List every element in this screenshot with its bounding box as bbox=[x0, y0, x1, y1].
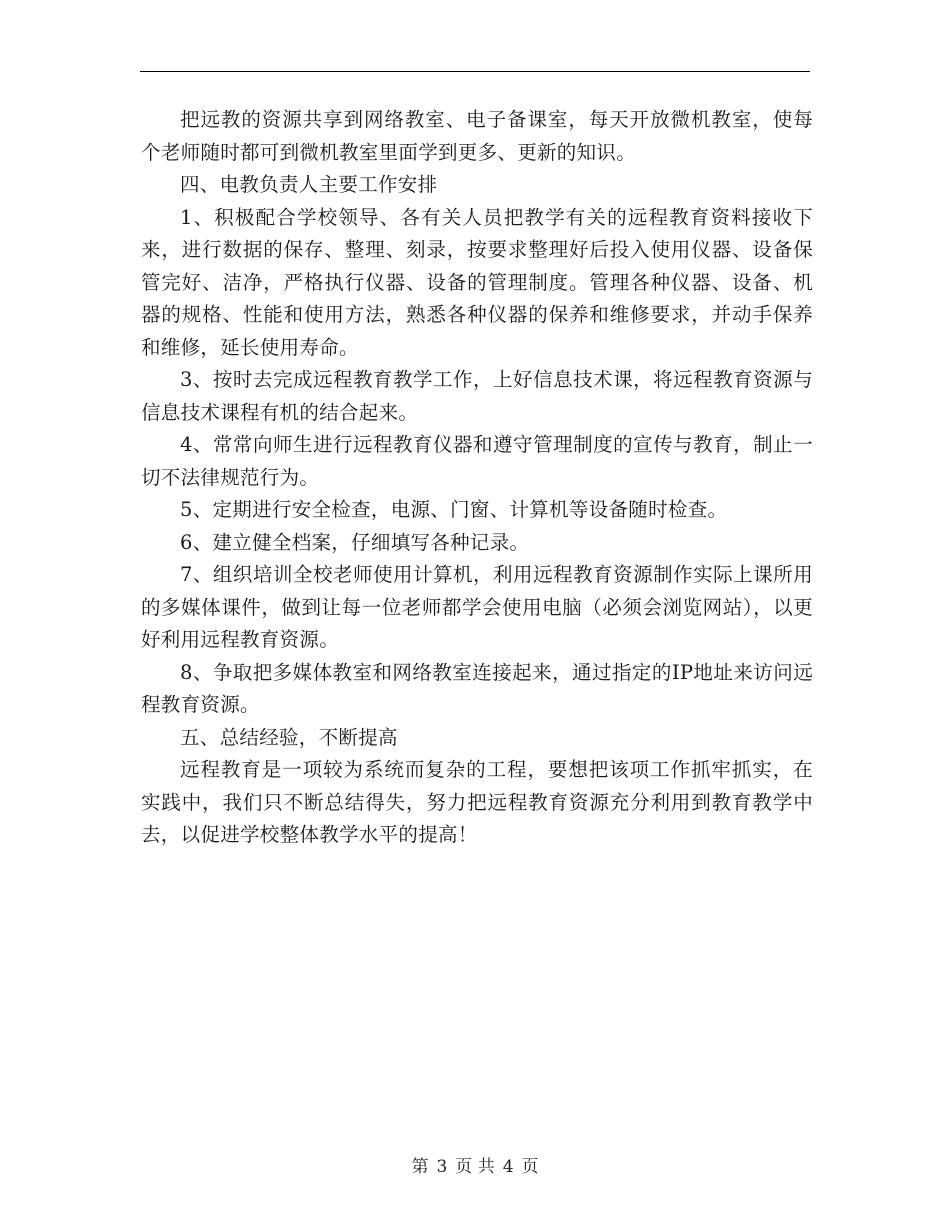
current-page-number: 3 bbox=[436, 1157, 448, 1177]
paragraph: 8、争取把多媒体教室和网络教室连接起来，通过指定的IP地址来访问远程教育资源。 bbox=[141, 660, 813, 716]
footer-suffix: 页 bbox=[521, 1157, 539, 1177]
header-rule bbox=[140, 71, 810, 72]
footer-middle: 页 共 bbox=[455, 1157, 495, 1177]
body-text bbox=[141, 104, 813, 852]
page-footer bbox=[0, 1152, 950, 1177]
paragraph: 6、建立健全档案，仔细填写各种记录。 bbox=[180, 530, 530, 554]
footer-prefix: 第 bbox=[411, 1157, 429, 1177]
paragraph: 1、积极配合学校领导、各有关人员把教学有关的远程教育资料接收下来，进行数据的保存、整理、刻录，按要求整理好后投入使用仪器、设备保管完好、洁净，严格执行仪器、设备的管理制度。管理各种仪器、设备、机器的规格、性能和使用方法，熟悉各种仪器的保养和维修要求，并动手保养和维修，延长使用寿命。 bbox=[141, 205, 813, 359]
paragraph: 把远教的资源共享到网络教室、电子备课室，每天开放微机教室，使每个老师随时都可到微机教室里面学到更多、更新的知识。 bbox=[141, 108, 813, 164]
paragraph: 远程教育是一项较为系统而复杂的工程，要想把该项工作抓牢抓实，在实践中，我们只不断总结得失，努力把远程教育资源充分利用到教育教学中去，以促进学校整体教学水平的提高！ bbox=[141, 758, 813, 846]
total-page-number: 4 bbox=[502, 1157, 514, 1177]
section-heading: 四、电教负责人主要工作安排 bbox=[180, 173, 438, 196]
paragraph: 4、常常向师生进行远程教育仪器和遵守管理制度的宣传与教育，制止一切不法律规范行为。 bbox=[141, 433, 813, 489]
section-heading: 五、总结经验，不断提高 bbox=[180, 725, 398, 749]
paragraph: 5、定期进行安全检查，电源、门窗、计算机等设备随时检查。 bbox=[180, 498, 728, 521]
paragraph: 7、组织培训全校老师使用计算机，利用远程教育资源制作实际上课所用的多媒体课件，做到让每一位老师都学会使用电脑（必须会浏览网站），以更好利用远程教育资源。 bbox=[141, 563, 813, 651]
paragraph: 3、按时去完成远程教育教学工作，上好信息技术课，将远程教育资源与信息技术课程有机的结合起来。 bbox=[141, 368, 813, 424]
